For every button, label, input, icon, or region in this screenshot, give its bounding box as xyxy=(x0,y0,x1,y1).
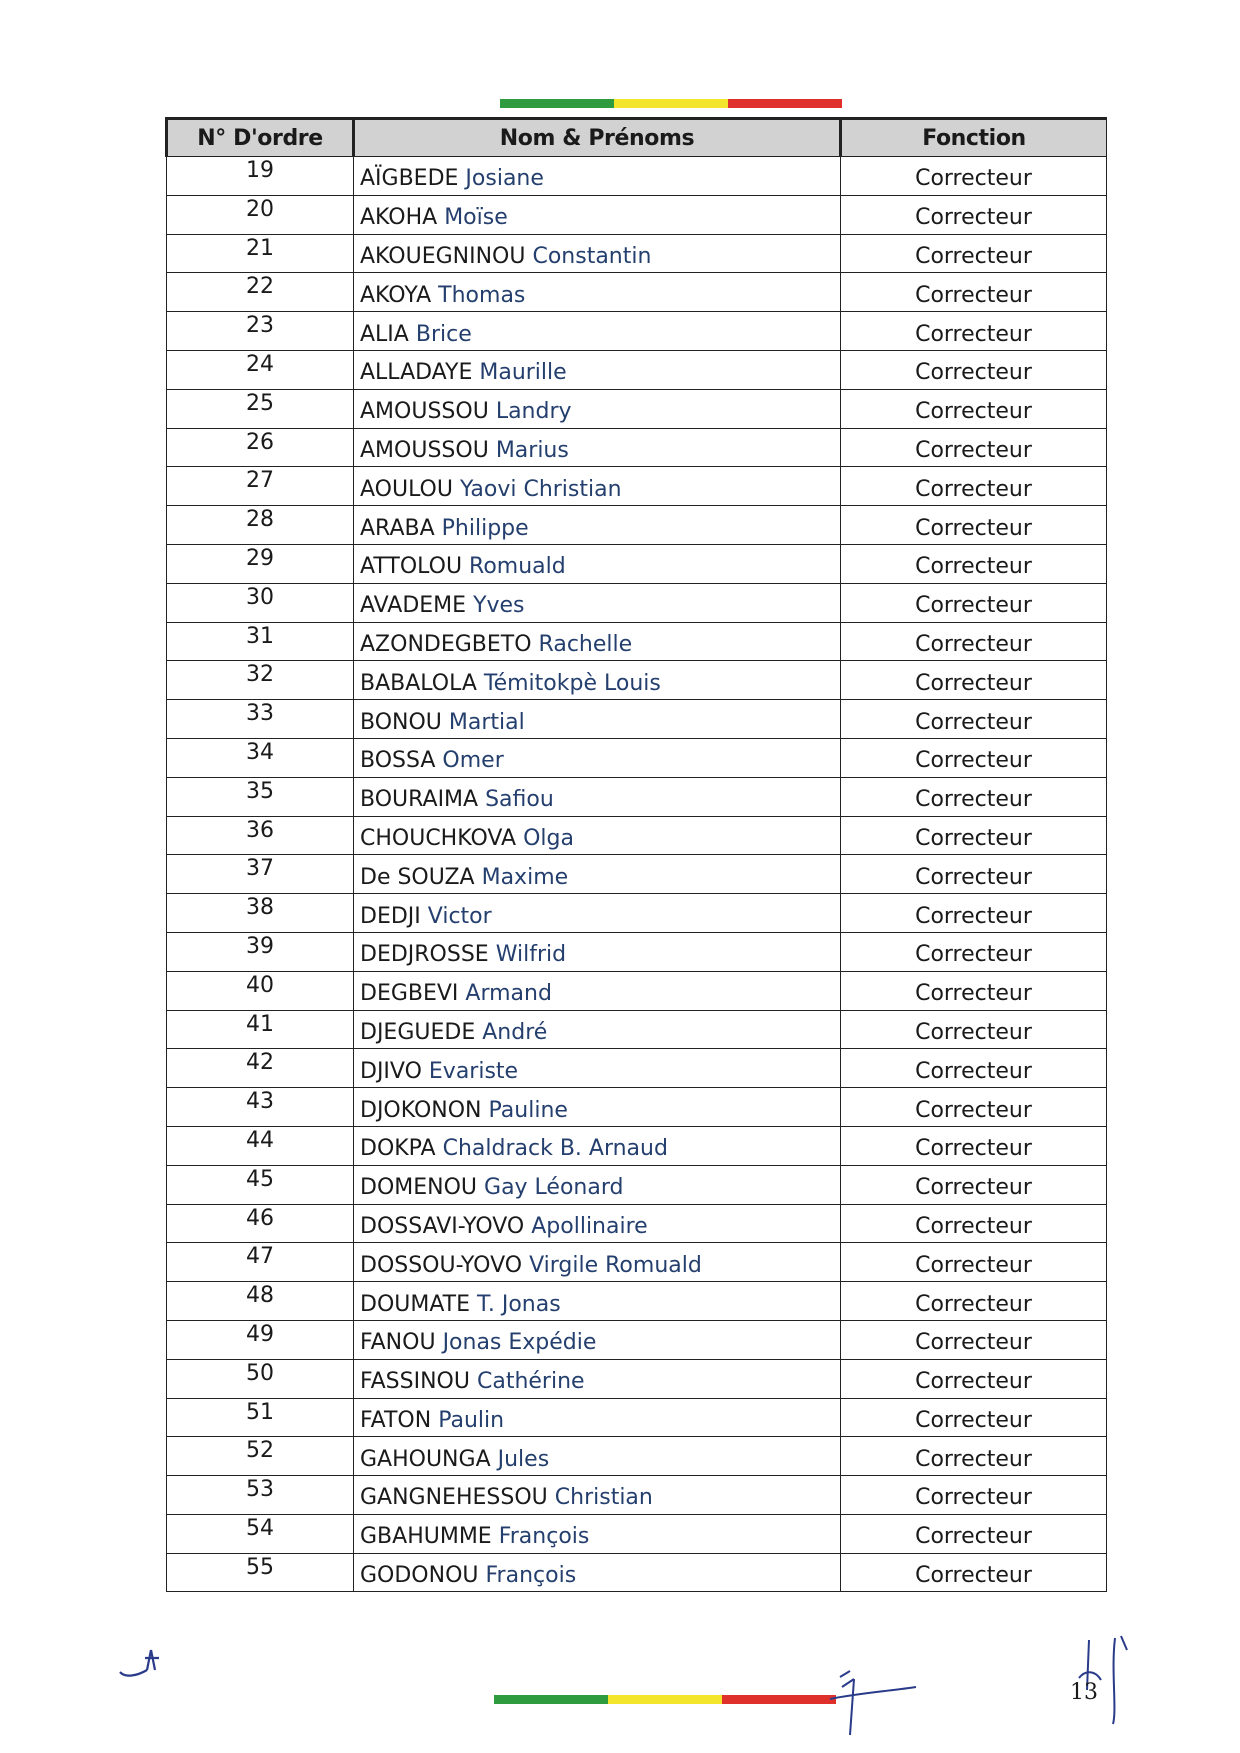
table-row xyxy=(167,544,1107,583)
last-name: AVADEME xyxy=(360,593,467,619)
row-role: Correcteur xyxy=(841,1049,1107,1088)
first-name: Apollinaire xyxy=(531,1213,648,1239)
row-number: 37 xyxy=(167,855,354,894)
row-name xyxy=(354,777,841,816)
row-name xyxy=(354,1010,841,1049)
table-row xyxy=(167,738,1107,777)
first-name: Yves xyxy=(473,593,525,619)
first-name: Olga xyxy=(523,825,574,851)
table-row xyxy=(167,389,1107,428)
flag-stripe-top xyxy=(500,99,842,108)
row-number: 53 xyxy=(167,1476,354,1515)
first-name: Armand xyxy=(465,981,552,1007)
row-number: 30 xyxy=(167,583,354,622)
header-num: N° D'ordre xyxy=(167,119,354,157)
row-name xyxy=(354,157,841,196)
row-number: 33 xyxy=(167,700,354,739)
row-role: Correcteur xyxy=(841,428,1107,467)
row-name xyxy=(354,312,841,351)
table-row xyxy=(167,932,1107,971)
table-body xyxy=(167,157,1107,1592)
last-name: BOSSA xyxy=(360,748,436,774)
last-name: DEDJROSSE xyxy=(360,942,489,968)
table-row xyxy=(167,467,1107,506)
first-name: Pauline xyxy=(488,1097,568,1123)
row-role: Correcteur xyxy=(841,234,1107,273)
row-role: Correcteur xyxy=(841,932,1107,971)
last-name: AKOYA xyxy=(360,282,432,308)
last-name: ALIA xyxy=(360,321,409,347)
row-number: 38 xyxy=(167,894,354,933)
row-role: Correcteur xyxy=(841,1010,1107,1049)
first-name: Wilfrid xyxy=(495,942,567,968)
first-name: Témitokpè Louis xyxy=(483,670,661,696)
flag-green xyxy=(494,1695,608,1704)
row-role: Correcteur xyxy=(841,738,1107,777)
row-number: 25 xyxy=(167,389,354,428)
row-number: 34 xyxy=(167,738,354,777)
row-name xyxy=(354,1320,841,1359)
table-row xyxy=(167,1126,1107,1165)
row-number: 22 xyxy=(167,273,354,312)
table-row xyxy=(167,1282,1107,1321)
row-name xyxy=(354,195,841,234)
last-name: FANOU xyxy=(360,1330,436,1356)
last-name: GODONOU xyxy=(360,1563,479,1589)
first-name: Marius xyxy=(495,437,569,463)
row-name xyxy=(354,894,841,933)
table-row xyxy=(167,1243,1107,1282)
last-name: AÏGBEDE xyxy=(360,166,459,192)
table-row xyxy=(167,506,1107,545)
row-number: 47 xyxy=(167,1243,354,1282)
row-name xyxy=(354,971,841,1010)
first-name: Victor xyxy=(427,903,492,929)
last-name: BOURAIMA xyxy=(360,787,479,813)
table-row xyxy=(167,312,1107,351)
first-name: Gay Léonard xyxy=(484,1175,624,1201)
table-row xyxy=(167,234,1107,273)
last-name: DOUMATE xyxy=(360,1291,471,1317)
row-number: 46 xyxy=(167,1204,354,1243)
row-name xyxy=(354,1359,841,1398)
last-name: DJOKONON xyxy=(360,1097,482,1123)
last-name: DEGBEVI xyxy=(360,981,459,1007)
last-name: BONOU xyxy=(360,709,442,735)
row-role: Correcteur xyxy=(841,1514,1107,1553)
correcteurs-table-container xyxy=(165,117,1105,1592)
row-number: 23 xyxy=(167,312,354,351)
row-name xyxy=(354,234,841,273)
row-number: 35 xyxy=(167,777,354,816)
row-name xyxy=(354,350,841,389)
last-name: AMOUSSOU xyxy=(360,437,489,463)
first-name: Martial xyxy=(448,709,525,735)
row-name xyxy=(354,661,841,700)
row-number: 36 xyxy=(167,816,354,855)
last-name: DEDJI xyxy=(360,903,421,929)
table-row xyxy=(167,157,1107,196)
row-role: Correcteur xyxy=(841,1204,1107,1243)
row-role: Correcteur xyxy=(841,583,1107,622)
first-name: T. Jonas xyxy=(477,1291,561,1317)
table-row xyxy=(167,1476,1107,1515)
table-row xyxy=(167,350,1107,389)
row-number: 49 xyxy=(167,1320,354,1359)
flag-green xyxy=(500,99,614,108)
row-role: Correcteur xyxy=(841,1243,1107,1282)
table-row xyxy=(167,700,1107,739)
row-name xyxy=(354,1165,841,1204)
row-number: 40 xyxy=(167,971,354,1010)
table-row xyxy=(167,816,1107,855)
last-name: FATON xyxy=(360,1407,432,1433)
first-name: François xyxy=(498,1524,590,1550)
table-row xyxy=(167,1437,1107,1476)
row-role: Correcteur xyxy=(841,273,1107,312)
last-name: DOSSAVI-YOVO xyxy=(360,1213,525,1239)
row-role: Correcteur xyxy=(841,700,1107,739)
last-name: GAHOUNGA xyxy=(360,1446,491,1472)
first-name: Philippe xyxy=(441,515,529,541)
row-name xyxy=(354,738,841,777)
row-name xyxy=(354,1088,841,1127)
flag-red xyxy=(728,99,842,108)
row-name xyxy=(354,816,841,855)
first-name: Maurille xyxy=(479,360,567,386)
table-row xyxy=(167,1010,1107,1049)
row-number: 52 xyxy=(167,1437,354,1476)
first-name: Constantin xyxy=(532,243,652,269)
table-row xyxy=(167,622,1107,661)
first-name: Safiou xyxy=(485,787,554,813)
row-role: Correcteur xyxy=(841,855,1107,894)
row-role: Correcteur xyxy=(841,157,1107,196)
last-name: CHOUCHKOVA xyxy=(360,825,517,851)
last-name: DOKPA xyxy=(360,1136,436,1162)
first-name: Josiane xyxy=(465,166,544,192)
row-name xyxy=(354,544,841,583)
row-number: 41 xyxy=(167,1010,354,1049)
row-number: 51 xyxy=(167,1398,354,1437)
row-number: 50 xyxy=(167,1359,354,1398)
row-name xyxy=(354,1476,841,1515)
table-row xyxy=(167,1514,1107,1553)
first-name: Jules xyxy=(497,1446,550,1472)
first-name: Romuald xyxy=(469,554,566,580)
last-name: ALLADAYE xyxy=(360,360,473,386)
first-name: Landry xyxy=(495,399,572,425)
table-row xyxy=(167,855,1107,894)
table-row xyxy=(167,894,1107,933)
row-name xyxy=(354,583,841,622)
first-name: Evariste xyxy=(428,1058,519,1084)
table-row xyxy=(167,661,1107,700)
row-role: Correcteur xyxy=(841,350,1107,389)
row-role: Correcteur xyxy=(841,467,1107,506)
row-role: Correcteur xyxy=(841,1088,1107,1127)
row-role: Correcteur xyxy=(841,312,1107,351)
row-role: Correcteur xyxy=(841,1398,1107,1437)
first-name: Rachelle xyxy=(538,631,633,657)
row-number: 43 xyxy=(167,1088,354,1127)
last-name: GANGNEHESSOU xyxy=(360,1485,548,1511)
first-name: Christian xyxy=(554,1485,653,1511)
row-number: 28 xyxy=(167,506,354,545)
row-role: Correcteur xyxy=(841,1476,1107,1515)
first-name: Cathérine xyxy=(476,1369,585,1395)
last-name: AKOUEGNINOU xyxy=(360,243,526,269)
initials-signature-left xyxy=(115,1640,175,1680)
row-role: Correcteur xyxy=(841,1553,1107,1592)
table-row xyxy=(167,1398,1107,1437)
last-name: AMOUSSOU xyxy=(360,399,489,425)
first-name: Thomas xyxy=(438,282,526,308)
table-row xyxy=(167,971,1107,1010)
table-row xyxy=(167,273,1107,312)
row-name xyxy=(354,1398,841,1437)
first-name: François xyxy=(485,1563,577,1589)
row-name xyxy=(354,1243,841,1282)
row-number: 32 xyxy=(167,661,354,700)
last-name: AKOHA xyxy=(360,205,438,231)
table-row xyxy=(167,1088,1107,1127)
row-name xyxy=(354,467,841,506)
table-row xyxy=(167,1204,1107,1243)
table-row xyxy=(167,428,1107,467)
row-number: 29 xyxy=(167,544,354,583)
table-row xyxy=(167,777,1107,816)
first-name: Omer xyxy=(442,748,504,774)
last-name: DOSSOU-YOVO xyxy=(360,1252,523,1278)
last-name: ARABA xyxy=(360,515,435,541)
flag-stripe-bottom xyxy=(494,1695,836,1704)
page-number: 13 xyxy=(1070,1680,1098,1705)
flag-red xyxy=(722,1695,836,1704)
flag-yellow xyxy=(608,1695,722,1704)
row-number: 42 xyxy=(167,1049,354,1088)
first-name: Brice xyxy=(415,321,472,347)
last-name: DJIVO xyxy=(360,1058,422,1084)
row-number: 54 xyxy=(167,1514,354,1553)
row-role: Correcteur xyxy=(841,506,1107,545)
table-header-row xyxy=(167,119,1107,157)
row-number: 24 xyxy=(167,350,354,389)
first-name: Moïse xyxy=(444,205,508,231)
first-name: Virgile Romuald xyxy=(529,1252,702,1278)
row-number: 26 xyxy=(167,428,354,467)
header-role: Fonction xyxy=(841,119,1107,157)
row-name xyxy=(354,1437,841,1476)
row-number: 48 xyxy=(167,1282,354,1321)
table-row xyxy=(167,1165,1107,1204)
correcteurs-table xyxy=(165,117,1107,1592)
row-name xyxy=(354,1553,841,1592)
first-name: Jonas Expédie xyxy=(442,1330,597,1356)
row-role: Correcteur xyxy=(841,1282,1107,1321)
row-number: 45 xyxy=(167,1165,354,1204)
row-role: Correcteur xyxy=(841,622,1107,661)
header-name: Nom & Prénoms xyxy=(354,119,841,157)
row-role: Correcteur xyxy=(841,1165,1107,1204)
table-row xyxy=(167,1553,1107,1592)
row-number: 31 xyxy=(167,622,354,661)
row-name xyxy=(354,1282,841,1321)
row-name xyxy=(354,1049,841,1088)
row-name xyxy=(354,1204,841,1243)
row-name xyxy=(354,855,841,894)
row-role: Correcteur xyxy=(841,195,1107,234)
row-role: Correcteur xyxy=(841,389,1107,428)
last-name: FASSINOU xyxy=(360,1369,470,1395)
row-role: Correcteur xyxy=(841,544,1107,583)
first-name: Yaovi Christian xyxy=(459,476,622,502)
row-name xyxy=(354,1514,841,1553)
row-number: 44 xyxy=(167,1126,354,1165)
initials-signature-center xyxy=(820,1665,920,1740)
row-role: Correcteur xyxy=(841,1437,1107,1476)
last-name: GBAHUMME xyxy=(360,1524,492,1550)
flag-yellow xyxy=(614,99,728,108)
first-name: Paulin xyxy=(438,1407,505,1433)
last-name: DOMENOU xyxy=(360,1175,478,1201)
row-name xyxy=(354,428,841,467)
row-number: 19 xyxy=(167,157,354,196)
row-role: Correcteur xyxy=(841,777,1107,816)
table-row xyxy=(167,1320,1107,1359)
table-row xyxy=(167,583,1107,622)
row-name xyxy=(354,1126,841,1165)
last-name: ATTOLOU xyxy=(360,554,463,580)
row-role: Correcteur xyxy=(841,1126,1107,1165)
row-number: 55 xyxy=(167,1553,354,1592)
row-name xyxy=(354,932,841,971)
row-name xyxy=(354,700,841,739)
row-name xyxy=(354,273,841,312)
last-name: AZONDEGBETO xyxy=(360,631,532,657)
row-role: Correcteur xyxy=(841,1359,1107,1398)
table-row xyxy=(167,1359,1107,1398)
row-name xyxy=(354,506,841,545)
row-name xyxy=(354,622,841,661)
row-role: Correcteur xyxy=(841,1320,1107,1359)
row-role: Correcteur xyxy=(841,894,1107,933)
table-row xyxy=(167,195,1107,234)
last-name: BABALOLA xyxy=(360,670,477,696)
table-row xyxy=(167,1049,1107,1088)
row-number: 39 xyxy=(167,932,354,971)
row-role: Correcteur xyxy=(841,971,1107,1010)
row-name xyxy=(354,389,841,428)
row-number: 21 xyxy=(167,234,354,273)
first-name: Chaldrack B. Arnaud xyxy=(442,1136,668,1162)
last-name: AOULOU xyxy=(360,476,453,502)
last-name: DJEGUEDE xyxy=(360,1019,476,1045)
first-name: Maxime xyxy=(481,864,569,890)
row-role: Correcteur xyxy=(841,661,1107,700)
last-name: De SOUZA xyxy=(360,864,475,890)
row-number: 20 xyxy=(167,195,354,234)
first-name: André xyxy=(482,1019,548,1045)
row-role: Correcteur xyxy=(841,816,1107,855)
row-number: 27 xyxy=(167,467,354,506)
